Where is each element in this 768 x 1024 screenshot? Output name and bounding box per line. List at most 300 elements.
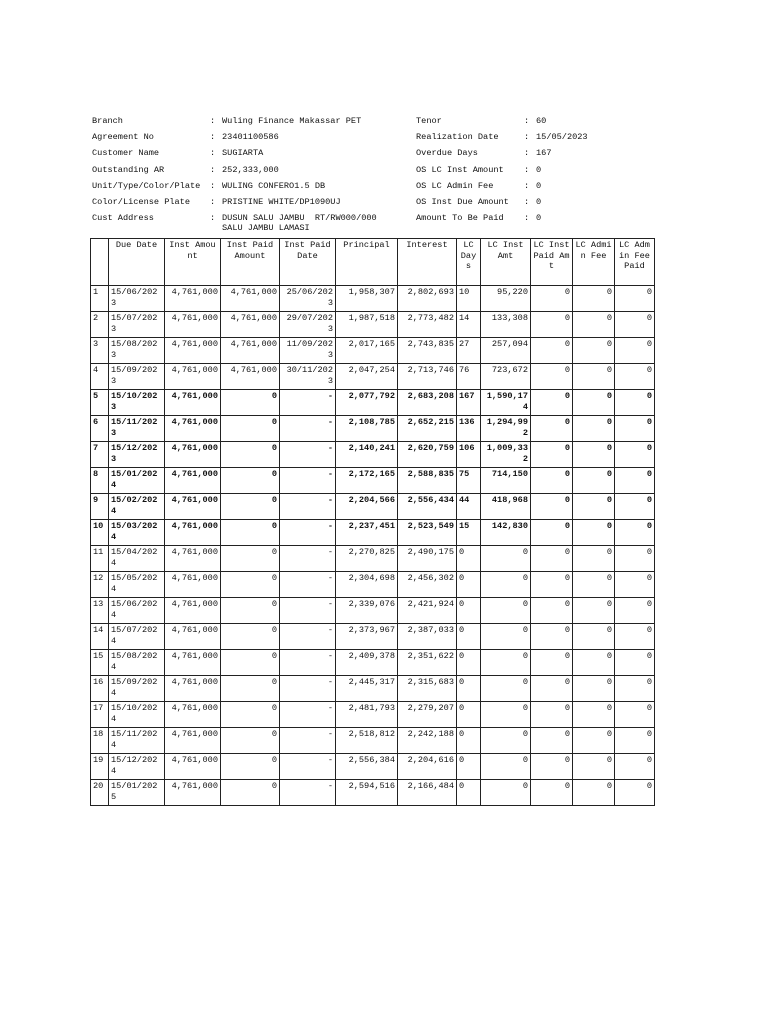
cell-lc-inst-paid-amt: 0: [531, 364, 573, 390]
cell-principal: 2,518,812: [336, 728, 398, 754]
table-row: [91, 780, 655, 806]
cell-interest: 2,490,175: [398, 546, 457, 572]
cell-lc-admin-fee: 0: [573, 754, 615, 780]
cell-lc-days: 0: [457, 598, 481, 624]
cell-principal: 2,339,076: [336, 598, 398, 624]
cell-lc-inst-amt: 0: [481, 650, 531, 676]
cell-no: 2: [91, 312, 109, 338]
cell-lc-inst-paid-amt: 0: [531, 286, 573, 312]
col-header-inst-paid-amount: Inst Paid Amount: [221, 239, 280, 286]
cell-inst-amount: 4,761,000: [165, 598, 221, 624]
cell-inst-paid-date: -: [280, 442, 336, 468]
cell-principal: 2,237,451: [336, 520, 398, 546]
cell-due-date: 15/08/2023: [109, 338, 165, 364]
col-header-lc-inst-paid-amt: LC Inst Paid Amt: [531, 239, 573, 286]
tenor-value: 60: [536, 116, 547, 126]
cell-interest: 2,204,616: [398, 754, 457, 780]
cell-inst-paid-amount: 0: [221, 780, 280, 806]
cell-inst-amount: 4,761,000: [165, 390, 221, 416]
cell-inst-paid-amount: 0: [221, 650, 280, 676]
cell-lc-admin-fee: 0: [573, 416, 615, 442]
cell-lc-inst-amt: 723,672: [481, 364, 531, 390]
cell-lc-admin-fee: 0: [573, 650, 615, 676]
cell-lc-admin-fee-paid: 0: [615, 572, 655, 598]
cell-no: 10: [91, 520, 109, 546]
cell-lc-inst-paid-amt: 0: [531, 780, 573, 806]
cell-inst-paid-date: 29/07/2023: [280, 312, 336, 338]
table-row: [91, 624, 655, 650]
cell-inst-paid-date: -: [280, 390, 336, 416]
cust-address-line1: DUSUN SALU JAMBU RT/RW000/000: [222, 213, 377, 224]
cell-lc-days: 10: [457, 286, 481, 312]
os-lc-inst-amount-label: OS LC Inst Amount: [416, 164, 504, 175]
cell-inst-amount: 4,761,000: [165, 546, 221, 572]
cell-inst-paid-amount: 0: [221, 546, 280, 572]
col-header-inst-paid-date: Inst Paid Date: [280, 239, 336, 286]
agreement-no-label: Agreement No: [92, 132, 154, 143]
cell-inst-paid-amount: 4,761,000: [221, 338, 280, 364]
branch-value: Wuling Finance Makassar PET: [222, 116, 362, 126]
cell-inst-paid-amount: 4,761,000: [221, 364, 280, 390]
os-inst-due-amount-value: 0: [536, 197, 542, 208]
cell-principal: 2,409,378: [336, 650, 398, 676]
cell-lc-admin-fee: 0: [573, 468, 615, 494]
cell-lc-inst-paid-amt: 0: [531, 728, 573, 754]
cell-principal: 2,481,793: [336, 702, 398, 728]
cell-no: 19: [91, 754, 109, 780]
cell-inst-amount: 4,761,000: [165, 442, 221, 468]
cell-lc-inst-paid-amt: 0: [531, 416, 573, 442]
cell-inst-paid-date: -: [280, 494, 336, 520]
cell-lc-inst-amt: 133,308: [481, 312, 531, 338]
cell-lc-days: 136: [457, 416, 481, 442]
cell-principal: 2,445,317: [336, 676, 398, 702]
cell-lc-admin-fee-paid: 0: [615, 442, 655, 468]
cell-due-date: 15/10/2024: [109, 702, 165, 728]
cell-lc-days: 0: [457, 676, 481, 702]
cell-no: 14: [91, 624, 109, 650]
cell-due-date: 15/03/2024: [109, 520, 165, 546]
cell-interest: 2,279,207: [398, 702, 457, 728]
cell-lc-inst-amt: 1,590,174: [481, 390, 531, 416]
cell-lc-inst-amt: 0: [481, 676, 531, 702]
cell-inst-paid-date: -: [280, 572, 336, 598]
table-row: [91, 676, 655, 702]
cell-lc-inst-paid-amt: 0: [531, 520, 573, 546]
cell-inst-paid-date: -: [280, 650, 336, 676]
cust-address-label: Cust Address: [92, 213, 154, 224]
unit-type-label: Unit/Type/Color/Plate: [92, 180, 201, 191]
cell-lc-days: 14: [457, 312, 481, 338]
cell-no: 18: [91, 728, 109, 754]
cell-lc-days: 0: [457, 546, 481, 572]
cell-lc-inst-paid-amt: 0: [531, 442, 573, 468]
cell-principal: 2,270,825: [336, 546, 398, 572]
cell-lc-admin-fee: 0: [573, 780, 615, 806]
customer-name-value: SUGIARTA: [222, 148, 264, 159]
cell-inst-paid-amount: 0: [221, 572, 280, 598]
cell-principal: 2,017,165: [336, 338, 398, 364]
cell-due-date: 15/01/2025: [109, 780, 165, 806]
cell-lc-admin-fee-paid: 0: [615, 754, 655, 780]
table-row: [91, 546, 655, 572]
cell-lc-admin-fee-paid: 0: [615, 416, 655, 442]
realization-date-value: 15/05/2023: [536, 132, 588, 143]
cell-due-date: 15/04/2024: [109, 546, 165, 572]
cell-lc-inst-paid-amt: 0: [531, 702, 573, 728]
cell-due-date: 15/07/2023: [109, 312, 165, 338]
cell-inst-paid-amount: 0: [221, 390, 280, 416]
cell-interest: 2,387,033: [398, 624, 457, 650]
installment-table: [90, 238, 655, 806]
cell-lc-inst-paid-amt: 0: [531, 598, 573, 624]
cell-lc-inst-amt: 1,009,332: [481, 442, 531, 468]
cell-lc-inst-paid-amt: 0: [531, 572, 573, 598]
cell-no: 13: [91, 598, 109, 624]
cell-no: 17: [91, 702, 109, 728]
cell-lc-admin-fee-paid: 0: [615, 286, 655, 312]
cell-no: 4: [91, 364, 109, 390]
cell-inst-paid-date: -: [280, 676, 336, 702]
cell-lc-inst-amt: 1,294,992: [481, 416, 531, 442]
header-row: Customer Name : SUGIARTA Overdue Days : 167: [92, 145, 616, 161]
cell-lc-inst-amt: 0: [481, 546, 531, 572]
cell-lc-admin-fee: 0: [573, 728, 615, 754]
cell-inst-paid-date: -: [280, 546, 336, 572]
cell-lc-admin-fee: 0: [573, 676, 615, 702]
cell-lc-inst-paid-amt: 0: [531, 390, 573, 416]
cell-lc-admin-fee-paid: 0: [615, 390, 655, 416]
table-row: [91, 286, 655, 312]
cell-principal: 2,373,967: [336, 624, 398, 650]
cell-inst-paid-amount: 0: [221, 728, 280, 754]
cell-interest: 2,421,924: [398, 598, 457, 624]
cell-inst-paid-amount: 0: [221, 442, 280, 468]
cell-no: 8: [91, 468, 109, 494]
cell-lc-inst-paid-amt: 0: [531, 338, 573, 364]
cell-lc-admin-fee-paid: 0: [615, 364, 655, 390]
table-row: [91, 754, 655, 780]
col-header-interest: Interest: [398, 239, 457, 286]
cell-inst-amount: 4,761,000: [165, 650, 221, 676]
cell-due-date: 15/09/2023: [109, 364, 165, 390]
cell-inst-paid-date: -: [280, 598, 336, 624]
table-row: [91, 572, 655, 598]
customer-name-label: Customer Name: [92, 148, 160, 159]
cell-inst-paid-date: -: [280, 702, 336, 728]
cell-lc-inst-paid-amt: 0: [531, 546, 573, 572]
cell-no: 11: [91, 546, 109, 572]
cell-due-date: 15/05/2024: [109, 572, 165, 598]
table-row: [91, 442, 655, 468]
cell-inst-paid-date: -: [280, 780, 336, 806]
cell-due-date: 15/08/2024: [109, 650, 165, 676]
cell-lc-days: 76: [457, 364, 481, 390]
cell-interest: 2,351,622: [398, 650, 457, 676]
cell-inst-paid-date: -: [280, 416, 336, 442]
cell-lc-admin-fee-paid: 0: [615, 624, 655, 650]
cust-address-line2: SALU JAMBU LAMASI: [222, 223, 310, 234]
cell-inst-paid-amount: 4,761,000: [221, 312, 280, 338]
color-plate-value: PRISTINE WHITE/DP1090UJ: [222, 197, 341, 208]
cell-lc-days: 106: [457, 442, 481, 468]
cell-interest: 2,683,208: [398, 390, 457, 416]
cell-lc-inst-paid-amt: 0: [531, 650, 573, 676]
cell-principal: 2,594,516: [336, 780, 398, 806]
cell-inst-amount: 4,761,000: [165, 728, 221, 754]
cell-lc-admin-fee: 0: [573, 312, 615, 338]
header-row: Cust Address : DUSUN SALU JAMBU RT/RW000/000 SALU JAMBU LAMASI Amount To Be Paid : 0: [92, 213, 616, 233]
table-row: [91, 702, 655, 728]
cell-lc-days: 15: [457, 520, 481, 546]
cell-lc-admin-fee: 0: [573, 338, 615, 364]
cell-interest: 2,802,693: [398, 286, 457, 312]
cell-lc-inst-paid-amt: 0: [531, 312, 573, 338]
cell-interest: 2,743,835: [398, 338, 457, 364]
cell-inst-paid-amount: 0: [221, 624, 280, 650]
cell-interest: 2,620,759: [398, 442, 457, 468]
table-row: [91, 520, 655, 546]
cell-lc-admin-fee-paid: 0: [615, 546, 655, 572]
cell-inst-paid-amount: 0: [221, 754, 280, 780]
cell-inst-paid-amount: 0: [221, 598, 280, 624]
cell-principal: 1,987,518: [336, 312, 398, 338]
cell-due-date: 15/07/2024: [109, 624, 165, 650]
table-row: [91, 494, 655, 520]
cell-inst-amount: 4,761,000: [165, 286, 221, 312]
cell-lc-admin-fee-paid: 0: [615, 702, 655, 728]
cell-inst-paid-amount: 0: [221, 520, 280, 546]
cell-no: 16: [91, 676, 109, 702]
cell-no: 6: [91, 416, 109, 442]
cell-inst-paid-date: 30/11/2023: [280, 364, 336, 390]
cell-interest: 2,166,484: [398, 780, 457, 806]
cell-inst-amount: 4,761,000: [165, 312, 221, 338]
cell-principal: 2,204,566: [336, 494, 398, 520]
cell-lc-inst-amt: 0: [481, 754, 531, 780]
cell-due-date: 15/09/2024: [109, 676, 165, 702]
cell-inst-paid-date: 25/06/2023: [280, 286, 336, 312]
cell-lc-days: 75: [457, 468, 481, 494]
cell-lc-inst-paid-amt: 0: [531, 468, 573, 494]
cell-inst-paid-date: -: [280, 754, 336, 780]
cell-lc-admin-fee: 0: [573, 624, 615, 650]
cell-lc-inst-amt: 0: [481, 780, 531, 806]
cell-inst-amount: 4,761,000: [165, 624, 221, 650]
outstanding-ar-value: 252,333,000: [222, 164, 279, 175]
cell-due-date: 15/06/2024: [109, 598, 165, 624]
cell-lc-admin-fee: 0: [573, 572, 615, 598]
cell-lc-days: 167: [457, 390, 481, 416]
cell-lc-inst-paid-amt: 0: [531, 676, 573, 702]
table-row: [91, 728, 655, 754]
table-row: [91, 598, 655, 624]
cell-lc-admin-fee: 0: [573, 520, 615, 546]
cell-principal: 2,140,241: [336, 442, 398, 468]
cell-lc-inst-amt: 0: [481, 702, 531, 728]
cell-inst-paid-amount: 0: [221, 468, 280, 494]
cell-due-date: 15/12/2023: [109, 442, 165, 468]
cell-due-date: 15/02/2024: [109, 494, 165, 520]
agreement-no-value: 23401100586: [222, 132, 279, 143]
cell-lc-inst-amt: 95,220: [481, 286, 531, 312]
cell-lc-inst-amt: 0: [481, 728, 531, 754]
cell-interest: 2,315,683: [398, 676, 457, 702]
os-lc-admin-fee-label: OS LC Admin Fee: [416, 180, 494, 191]
cell-interest: 2,773,482: [398, 312, 457, 338]
cell-interest: 2,588,835: [398, 468, 457, 494]
cell-principal: 2,172,165: [336, 468, 398, 494]
cell-principal: 2,304,698: [336, 572, 398, 598]
cell-interest: 2,556,434: [398, 494, 457, 520]
header-row: Branch : Wuling Finance Makassar PET Tenor : 60: [92, 113, 616, 129]
branch-label: Branch: [92, 116, 123, 126]
cell-interest: 2,242,188: [398, 728, 457, 754]
color-plate-label: Color/License Plate: [92, 197, 190, 208]
outstanding-ar-label: Outstanding AR: [92, 164, 165, 175]
cell-inst-paid-date: -: [280, 520, 336, 546]
cell-principal: 2,047,254: [336, 364, 398, 390]
amount-to-be-paid-label: Amount To Be Paid: [416, 213, 504, 224]
cell-lc-inst-paid-amt: 0: [531, 754, 573, 780]
table-row: [91, 312, 655, 338]
cell-inst-paid-date: -: [280, 468, 336, 494]
table-row: [91, 338, 655, 364]
installment-table-body: [91, 286, 655, 806]
cell-lc-admin-fee-paid: 0: [615, 494, 655, 520]
cell-lc-inst-amt: 0: [481, 598, 531, 624]
os-lc-admin-fee-value: 0: [536, 180, 542, 191]
header-row: Agreement No : 23401100586 Realization Date : 15/05/2023: [92, 129, 616, 145]
cell-no: 5: [91, 390, 109, 416]
cell-lc-admin-fee: 0: [573, 702, 615, 728]
cell-interest: 2,652,215: [398, 416, 457, 442]
cell-inst-amount: 4,761,000: [165, 364, 221, 390]
col-header-inst-amount: Inst Amount: [165, 239, 221, 286]
cell-interest: 2,713,746: [398, 364, 457, 390]
cell-no: 1: [91, 286, 109, 312]
amount-to-be-paid-value: 0: [536, 213, 542, 224]
header-row: Outstanding AR : 252,333,000 OS LC Inst Amount : 0: [92, 162, 616, 178]
cell-inst-amount: 4,761,000: [165, 338, 221, 364]
cell-inst-amount: 4,761,000: [165, 468, 221, 494]
cell-lc-admin-fee-paid: 0: [615, 780, 655, 806]
cell-lc-days: 0: [457, 780, 481, 806]
cell-no: 9: [91, 494, 109, 520]
cell-lc-inst-amt: 418,968: [481, 494, 531, 520]
unit-type-value: WULING CONFERO1.5 DB: [222, 180, 326, 191]
col-header-principal: Principal: [336, 239, 398, 286]
col-header-lc-inst-amt: LC Inst Amt: [481, 239, 531, 286]
cell-due-date: 15/12/2024: [109, 754, 165, 780]
cell-lc-inst-amt: 142,830: [481, 520, 531, 546]
cell-lc-admin-fee: 0: [573, 546, 615, 572]
cell-inst-paid-amount: 0: [221, 676, 280, 702]
cell-lc-admin-fee-paid: 0: [615, 338, 655, 364]
cell-inst-paid-date: 11/09/2023: [280, 338, 336, 364]
cell-due-date: 15/06/2023: [109, 286, 165, 312]
col-header-due-date: Due Date: [109, 239, 165, 286]
col-header-no: [91, 239, 109, 286]
header-row: Color/License Plate : PRISTINE WHITE/DP1090UJ OS Inst Due Amount : 0: [92, 194, 616, 210]
cell-inst-paid-amount: 0: [221, 494, 280, 520]
table-row: [91, 468, 655, 494]
cell-lc-days: 0: [457, 728, 481, 754]
cell-lc-admin-fee-paid: 0: [615, 468, 655, 494]
cell-lc-admin-fee: 0: [573, 442, 615, 468]
col-header-lc-admin-fee-paid: LC Admin Fee Paid: [615, 239, 655, 286]
cell-lc-days: 0: [457, 650, 481, 676]
os-lc-inst-amount-value: 0: [536, 164, 542, 175]
os-inst-due-amount-label: OS Inst Due Amount: [416, 197, 509, 208]
cell-inst-amount: 4,761,000: [165, 416, 221, 442]
cell-lc-days: 0: [457, 624, 481, 650]
header-row: Unit/Type/Color/Plate : WULING CONFERO1.5 DB OS LC Admin Fee : 0: [92, 178, 616, 194]
cell-lc-days: 44: [457, 494, 481, 520]
cell-lc-inst-amt: 714,150: [481, 468, 531, 494]
cell-lc-admin-fee: 0: [573, 364, 615, 390]
cell-interest: 2,456,302: [398, 572, 457, 598]
cell-lc-inst-amt: 0: [481, 624, 531, 650]
cell-lc-admin-fee-paid: 0: [615, 728, 655, 754]
cust-address-value: [222, 213, 416, 233]
cell-principal: 1,958,307: [336, 286, 398, 312]
cell-no: 20: [91, 780, 109, 806]
cell-inst-paid-date: -: [280, 624, 336, 650]
col-header-lc-days: LC Days: [457, 239, 481, 286]
table-row: [91, 650, 655, 676]
cell-principal: 2,556,384: [336, 754, 398, 780]
cell-lc-admin-fee: 0: [573, 390, 615, 416]
cell-lc-admin-fee-paid: 0: [615, 676, 655, 702]
cell-lc-admin-fee: 0: [573, 598, 615, 624]
cell-inst-amount: 4,761,000: [165, 754, 221, 780]
cell-inst-amount: 4,761,000: [165, 572, 221, 598]
cell-lc-inst-paid-amt: 0: [531, 494, 573, 520]
table-row: [91, 416, 655, 442]
overdue-days-label: Overdue Days: [416, 148, 478, 159]
tenor-label: Tenor: [416, 116, 442, 126]
cell-interest: 2,523,549: [398, 520, 457, 546]
cell-inst-amount: 4,761,000: [165, 520, 221, 546]
cell-no: 15: [91, 650, 109, 676]
cell-due-date: 15/10/2023: [109, 390, 165, 416]
col-header-lc-admin-fee: LC Admin Fee: [573, 239, 615, 286]
cell-inst-amount: 4,761,000: [165, 780, 221, 806]
cell-lc-days: 27: [457, 338, 481, 364]
cell-due-date: 15/11/2024: [109, 728, 165, 754]
cell-lc-days: 0: [457, 702, 481, 728]
cell-lc-admin-fee-paid: 0: [615, 598, 655, 624]
cell-inst-paid-amount: 0: [221, 702, 280, 728]
cell-lc-admin-fee: 0: [573, 494, 615, 520]
cell-lc-admin-fee: 0: [573, 286, 615, 312]
cell-inst-amount: 4,761,000: [165, 676, 221, 702]
cell-lc-days: 0: [457, 572, 481, 598]
cell-inst-paid-amount: 0: [221, 416, 280, 442]
cell-inst-paid-amount: 4,761,000: [221, 286, 280, 312]
cell-no: 7: [91, 442, 109, 468]
cell-principal: 2,077,792: [336, 390, 398, 416]
table-row: [91, 364, 655, 390]
cell-lc-days: 0: [457, 754, 481, 780]
table-header-row: [91, 239, 655, 286]
realization-date-label: Realization Date: [416, 132, 499, 143]
cell-no: 12: [91, 572, 109, 598]
cell-lc-admin-fee-paid: 0: [615, 650, 655, 676]
overdue-days-value: 167: [536, 148, 552, 159]
cell-lc-inst-amt: 257,094: [481, 338, 531, 364]
